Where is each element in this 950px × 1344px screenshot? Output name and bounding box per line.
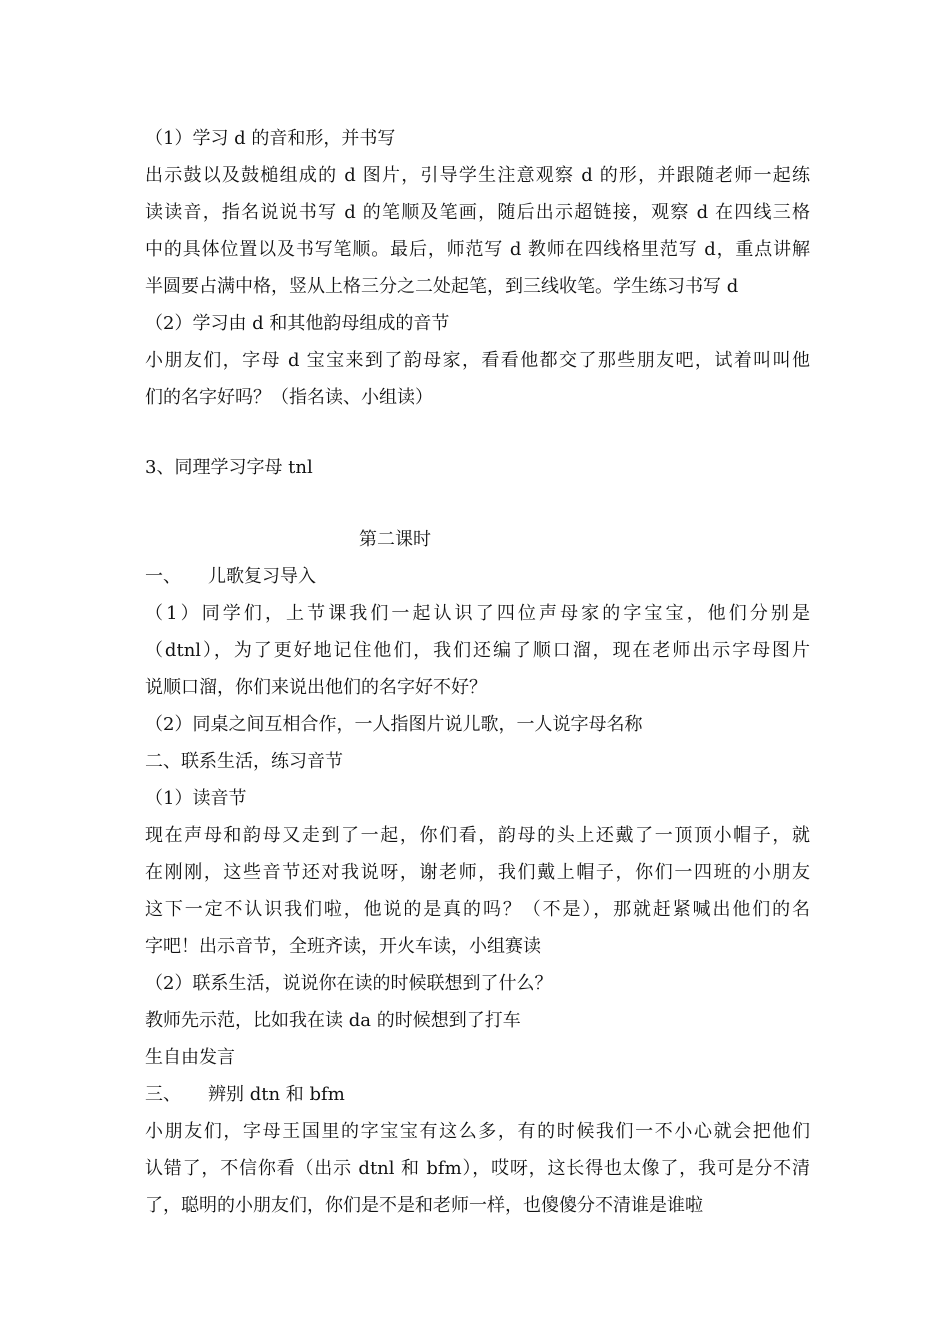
heading-review: 一、 儿歌复习导入 [145,566,316,587]
heading-practice: 二、联系生活，练习音节 [145,751,343,772]
paragraph-line: 小朋友们，字母 d 宝宝来到了韵母家，看看他都交了那些朋友吧，试着叫叫他 [145,350,810,371]
paragraph-line: 了，聪明的小朋友们，你们是不是和老师一样，也傻傻分不清谁是谁啦 [145,1195,703,1216]
paragraph-line: 教师先示范，比如我在读 da 的时候想到了打车 [145,1010,521,1031]
paragraph-line: 在刚刚，这些音节还对我说呀，谢老师，我们戴上帽子，你们一四班的小朋友 [145,862,810,883]
heading-distinguish: 三、 辨别 dtn 和 bfm [145,1084,345,1105]
paragraph-line: 半圆要占满中格，竖从上格三分之二处起笔，到三线收笔。学生练习书写 d [145,276,739,297]
paragraph-line: 小朋友们，字母王国里的字宝宝有这么多，有的时候我们一不小心就会把他们 [145,1121,810,1142]
paragraph-line: （2）同桌之间互相合作，一人指图片说儿歌，一人说字母名称 [145,714,643,735]
paragraph-line: 读读音，指名说说书写 d 的笔顺及笔画，随后出示超链接，观察 d 在四线三格 [145,202,810,223]
heading-learn-syllables: （2）学习由 d 和其他韵母组成的音节 [145,313,450,334]
paragraph-line: 说顺口溜，你们来说出他们的名字好不好？ [145,677,487,698]
section-title: 第二课时 [359,529,431,550]
paragraph-line: 认错了，不信你看（出示 dtnl 和 bfm），哎呀，这长得也太像了，我可是分不清 [145,1158,810,1179]
paragraph-line: （dtnl），为了更好地记住他们，我们还编了顺口溜，现在老师出示字母图片 [145,640,810,661]
paragraph-line: （1）同学们，上节课我们一起认识了四位声母家的字宝宝，他们分别是 [145,603,810,624]
paragraph-line: 们的名字好吗？（指名读、小组读） [145,387,433,408]
paragraph-line: 这下一定不认识我们啦，他说的是真的吗？（不是），那就赶紧喊出他们的名 [145,899,810,920]
paragraph-line: 生自由发言 [145,1047,235,1068]
paragraph-line: 中的具体位置以及书写笔顺。最后，师范写 d 教师在四线格里范写 d，重点讲解 [145,239,810,260]
paragraph-line: 现在声母和韵母又走到了一起，你们看，韵母的头上还戴了一顶顶小帽子，就 [145,825,810,846]
heading-tnl: 3、同理学习字母 tnl [145,457,313,478]
heading-read-syllables: （1）读音节 [145,788,247,809]
heading-learn-d: （1）学习 d 的音和形，并书写 [145,128,396,149]
paragraph-line: 出示鼓以及鼓槌组成的 d 图片，引导学生注意观察 d 的形，并跟随老师一起练 [145,165,810,186]
paragraph-line: 字吧！出示音节，全班齐读，开火车读，小组赛读 [145,936,541,957]
heading-connect-life: （2）联系生活，说说你在读的时候联想到了什么？ [145,973,553,994]
